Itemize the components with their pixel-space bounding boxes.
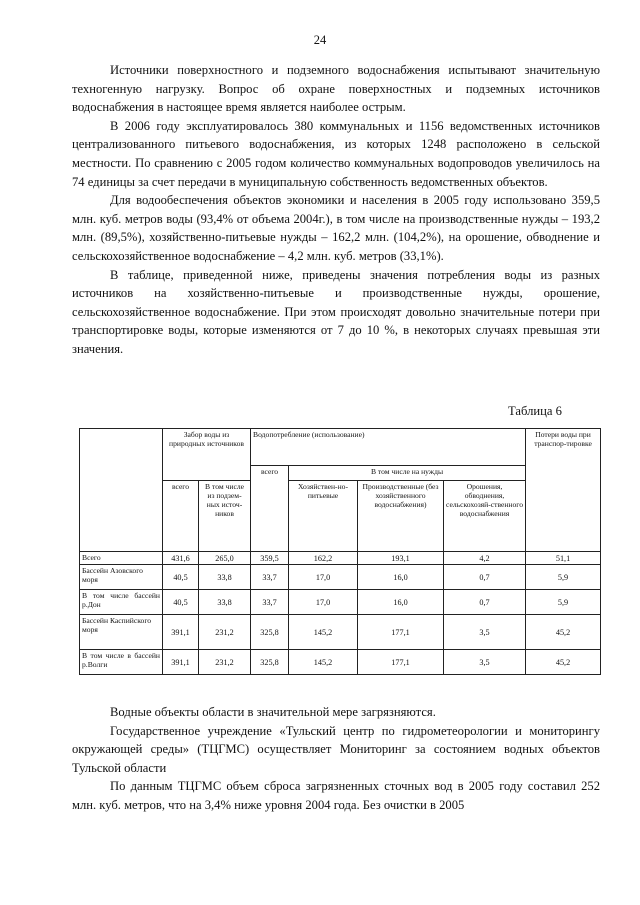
cell: 33,8 xyxy=(199,565,251,590)
row-label: Всего xyxy=(80,552,163,565)
cell: 17,0 xyxy=(289,590,358,615)
cell: 231,2 xyxy=(199,615,251,650)
cell: 17,0 xyxy=(289,565,358,590)
cell: 162,2 xyxy=(289,552,358,565)
cell: 33,7 xyxy=(251,565,289,590)
bottom-text-block xyxy=(72,703,600,815)
top-text-block xyxy=(72,61,600,359)
cell: 5,9 xyxy=(526,590,601,615)
cell: 431,6 xyxy=(163,552,199,565)
table-row xyxy=(80,590,601,615)
cell: 145,2 xyxy=(289,650,358,675)
cell: 391,1 xyxy=(163,615,199,650)
cell: 51,1 xyxy=(526,552,601,565)
row-label: Бассейн Азовского моря xyxy=(80,565,163,590)
paragraph: В 2006 году эксплуатировалось 380 коммунальных и 1156 ведомственных источников централизованного питьевого водоснабжения, из которых 1248 расположено в сельской местности. По сравнению с 2005 годом количество коммунальных водопроводов увеличилось на 74 единицы за счет передачи в муниципальную собственность ведомственных объектов. xyxy=(72,118,600,189)
cell: 5,9 xyxy=(526,565,601,590)
table-caption: Таблица 6 xyxy=(508,404,562,418)
cell: 4,2 xyxy=(444,552,526,565)
paragraph: Государственное учреждение «Тульский центр по гидрометеорологии и мониторингу окружающей среды» (ТЦГМС) осуществляет Мониторинг за состоянием водных объектов Тульской области xyxy=(72,723,600,775)
paragraph: Для водообеспечения объектов экономики и населения в 2005 году использовано 359,5 млн. куб. метров воды (93,4% от объема 2004г.), в том числе на производственные нужды – 193,2 млн. (89,5%), хозяйственно-питьевые нужды – 162,2 млн. (104,2%), на орошение, обводнение и сельскохозяйственное водоснабжение – 4,2 млн. куб. метров (33,1%). xyxy=(72,193,600,263)
cell: 231,2 xyxy=(199,650,251,675)
cell: 3,5 xyxy=(444,615,526,650)
header-industrial: Производственные (без хозяйственного водоснабжения) xyxy=(358,481,444,552)
paragraph: В таблице, приведенной ниже, приведены значения потребления воды из разных источников на хозяйственно-питьевые и производственные нужды, орошение, сельскохозяйственное водоснабжение. При этом происходят довольно значительные потери при транспортировке воды, которые изменяются от 7 до 10 %, в некоторых случаях превышая эти значения. xyxy=(72,267,600,356)
cell: 177,1 xyxy=(358,650,444,675)
cell: 45,2 xyxy=(526,615,601,650)
cell: 265,0 xyxy=(199,552,251,565)
cell: 16,0 xyxy=(358,590,444,615)
table-row xyxy=(80,615,601,650)
paragraph: По данным ТЦГМС объем сброса загрязненных сточных вод в 2005 году составил 252 млн. куб. метров, что на 3,4% ниже уровня 2004 года. Без очистки в 2005 xyxy=(72,779,600,812)
cell: 40,5 xyxy=(163,590,199,615)
cell: 33,8 xyxy=(199,590,251,615)
cell: 0,7 xyxy=(444,590,526,615)
cell: 0,7 xyxy=(444,565,526,590)
header-intake-underground: В том числе из подзем-ных источ-ников xyxy=(199,481,251,552)
cell: 359,5 xyxy=(251,552,289,565)
header-losses: Потери воды при транспор-тировке xyxy=(526,429,601,552)
header-household: Хозяйствен-но-питьевые xyxy=(289,481,358,552)
header-consumption-total: всего xyxy=(251,466,289,552)
cell: 40,5 xyxy=(163,565,199,590)
cell: 45,2 xyxy=(526,650,601,675)
header-intake: Забор воды из природных источников xyxy=(163,429,251,481)
cell: 325,8 xyxy=(251,650,289,675)
page-number: 24 xyxy=(313,33,327,47)
row-label: В том числе бассейн р.Дон xyxy=(80,590,163,615)
header-including-needs: В том числе на нужды xyxy=(289,466,526,481)
row-label: В том числе в бассейн р.Волги xyxy=(80,650,163,675)
corner-cell xyxy=(80,429,163,552)
row-label: Бассейн Каспийского моря xyxy=(80,615,163,650)
cell: 3,5 xyxy=(444,650,526,675)
cell: 33,7 xyxy=(251,590,289,615)
cell: 391,1 xyxy=(163,650,199,675)
cell: 325,8 xyxy=(251,615,289,650)
table-row xyxy=(80,552,601,565)
paragraph: Источники поверхностного и подземного водоснабжения испытывают значительную техногенную нагрузку. Вопрос об охране поверхностных и подземных источников водоснабжения в настоящее время является наиболее острым. xyxy=(72,63,600,115)
cell: 177,1 xyxy=(358,615,444,650)
cell: 193,1 xyxy=(358,552,444,565)
table-row xyxy=(80,565,601,590)
header-irrigation: Орошения, обводнения, сельскохозяй-ственного водоснабжения xyxy=(444,481,526,552)
table-row xyxy=(80,650,601,675)
water-consumption-table xyxy=(79,428,601,675)
cell: 16,0 xyxy=(358,565,444,590)
cell: 145,2 xyxy=(289,615,358,650)
header-intake-total: всего xyxy=(163,481,199,552)
paragraph: Водные объекты области в значительной мере загрязняются. xyxy=(110,705,436,719)
header-consumption: Водопотребление (использование) xyxy=(251,429,526,466)
